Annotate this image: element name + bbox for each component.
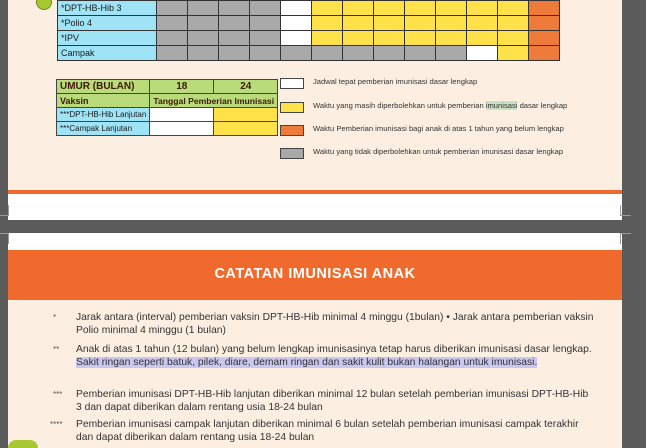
schedule-cell — [374, 1, 405, 16]
schedule-cell — [281, 46, 312, 61]
schedule-cell — [281, 31, 312, 46]
vaksin-row-campak: ***Campak Lanjutan — [57, 122, 150, 136]
schedule-cell — [188, 1, 219, 16]
schedule-cell — [405, 46, 436, 61]
note-mark: *** — [53, 390, 63, 399]
schedule-cell — [157, 46, 188, 61]
schedule-cell — [343, 46, 374, 61]
schedule-cell — [436, 31, 467, 46]
note-item — [50, 419, 596, 444]
schedule-cell — [281, 16, 312, 31]
note-text: Jarak antara (interval) pemberian vaksin DPT-HB-Hib minimal 4 minggu (1bulan) • Jarak antara pemberian vaksin Polio minimal 4 minggu (1 bulan) — [76, 312, 594, 336]
note-text: Pemberian imunisasi DPT-HB-Hib lanjutan diberikan minimal 12 bulan setelah pemberian imunisasi DPT-HB-Hib 3 dan dapat diberikan dalam rentang usia 18-24 bulan — [76, 389, 589, 413]
umur-header: UMUR (BULAN) — [57, 80, 150, 94]
schedule-cell — [312, 46, 343, 61]
umur-table — [56, 79, 278, 136]
schedule-cell — [529, 31, 560, 46]
schedule-cell — [250, 31, 281, 46]
schedule-cell — [498, 46, 529, 61]
note-text: Anak di atas 1 tahun (12 bulan) yang belum lengkap imunisasinya tetap harus diberikan imunisasi dasar lengkap. Sakit ringan seperti batuk, pilek, diare, demam ringan dan sakit kulit bukan halangan untuk imunisasi. — [76, 344, 592, 368]
umur-col-18: 18 — [150, 80, 214, 94]
schedule-cell — [343, 16, 374, 31]
notes-banner — [8, 250, 622, 300]
schedule-cell — [312, 16, 343, 31]
schedule-row — [58, 46, 560, 61]
page-2-header-strip — [8, 233, 622, 250]
schedule-cell — [219, 46, 250, 61]
schedule-cell — [219, 16, 250, 31]
schedule-row — [58, 31, 560, 46]
schedule-cell — [281, 1, 312, 16]
date-cell[interactable] — [150, 122, 214, 136]
schedule-cell — [467, 16, 498, 31]
vaccine-label: *IPV — [58, 31, 157, 46]
legend-swatch — [280, 78, 304, 89]
legend-text: Waktu yang tidak diperbolehkan untuk pemberian imunisasi dasar lengkap — [313, 147, 564, 156]
schedule-cell — [250, 16, 281, 31]
date-cell[interactable] — [214, 108, 278, 122]
schedule-cell — [188, 46, 219, 61]
page-corner-mark — [0, 233, 9, 244]
vaksin-header: Vaksin — [57, 94, 150, 108]
vaksin-row-dpt: ***DPT-HB-Hib Lanjutan — [57, 108, 150, 122]
schedule-cell — [374, 16, 405, 31]
legend-swatch — [280, 102, 304, 113]
note-item — [53, 389, 596, 414]
schedule-cell — [498, 31, 529, 46]
note-mark: **** — [50, 420, 63, 429]
schedule-cell — [219, 1, 250, 16]
notes-title: CATATAN IMUNISASI ANAK — [214, 266, 416, 282]
legend-swatch — [280, 148, 304, 159]
date-cell[interactable] — [150, 108, 214, 122]
vaccine-label: *Polio 4 — [58, 16, 157, 31]
schedule-cell — [374, 31, 405, 46]
schedule-cell — [498, 1, 529, 16]
schedule-cell — [343, 1, 374, 16]
umur-col-24: 24 — [214, 80, 278, 94]
note-mark: * — [53, 313, 57, 322]
schedule-cell — [436, 16, 467, 31]
page-corner-mark — [620, 233, 631, 244]
schedule-cell — [467, 1, 498, 16]
legend-swatch — [280, 125, 304, 136]
schedule-row — [58, 1, 560, 16]
schedule-cell — [436, 1, 467, 16]
page-corner-mark — [620, 205, 631, 216]
schedule-cell — [436, 46, 467, 61]
legend-text: Waktu yang masih diperbolehkan untuk pemberian imunisasi dasar lengkap — [313, 101, 568, 110]
note-item — [53, 344, 596, 369]
schedule-cell — [188, 31, 219, 46]
schedule-row — [58, 16, 560, 31]
tanggal-header: Tanggal Pemberian Imunisasi — [150, 94, 278, 108]
immunization-schedule-table — [57, 0, 560, 61]
highlighted-text: Sakit ringan seperti batuk, pilek, diare, demam ringan dan sakit kulit bukan halangan untuk imunisasi. — [76, 356, 538, 368]
badge-icon — [8, 440, 38, 448]
schedule-cell — [405, 1, 436, 16]
schedule-cell — [467, 46, 498, 61]
schedule-cell — [219, 31, 250, 46]
schedule-cell — [250, 1, 281, 16]
legend-text: Jadwal tepat pemberian imunisasi dasar lengkap — [313, 77, 478, 86]
schedule-cell — [405, 16, 436, 31]
schedule-cell — [529, 16, 560, 31]
vaccine-label: Campak — [58, 46, 157, 61]
page-1-footer-strip — [8, 194, 622, 220]
schedule-cell — [157, 1, 188, 16]
page-corner-mark — [0, 205, 9, 216]
schedule-cell — [529, 1, 560, 16]
schedule-cell — [157, 31, 188, 46]
note-mark: ** — [53, 345, 60, 354]
schedule-cell — [529, 46, 560, 61]
schedule-cell — [467, 31, 498, 46]
schedule-cell — [343, 31, 374, 46]
vaccine-label: *DPT-HB-Hib 3 — [58, 1, 157, 16]
schedule-cell — [312, 1, 343, 16]
note-text: Pemberian imunisasi campak lanjutan diberikan minimal 6 bulan setelah pemberian imunisasi campak terakhir dan dapat diberikan dalam rentang usia 18-24 bulan — [76, 419, 579, 443]
schedule-cell — [312, 31, 343, 46]
note-item — [53, 312, 596, 337]
schedule-cell — [188, 16, 219, 31]
schedule-cell — [250, 46, 281, 61]
date-cell[interactable] — [214, 122, 278, 136]
schedule-cell — [157, 16, 188, 31]
schedule-cell — [498, 16, 529, 31]
legend-text: Waktu Pemberian imunisasi bagi anak di atas 1 tahun yang belum lengkap — [313, 124, 564, 133]
schedule-cell — [405, 31, 436, 46]
schedule-cell — [374, 46, 405, 61]
